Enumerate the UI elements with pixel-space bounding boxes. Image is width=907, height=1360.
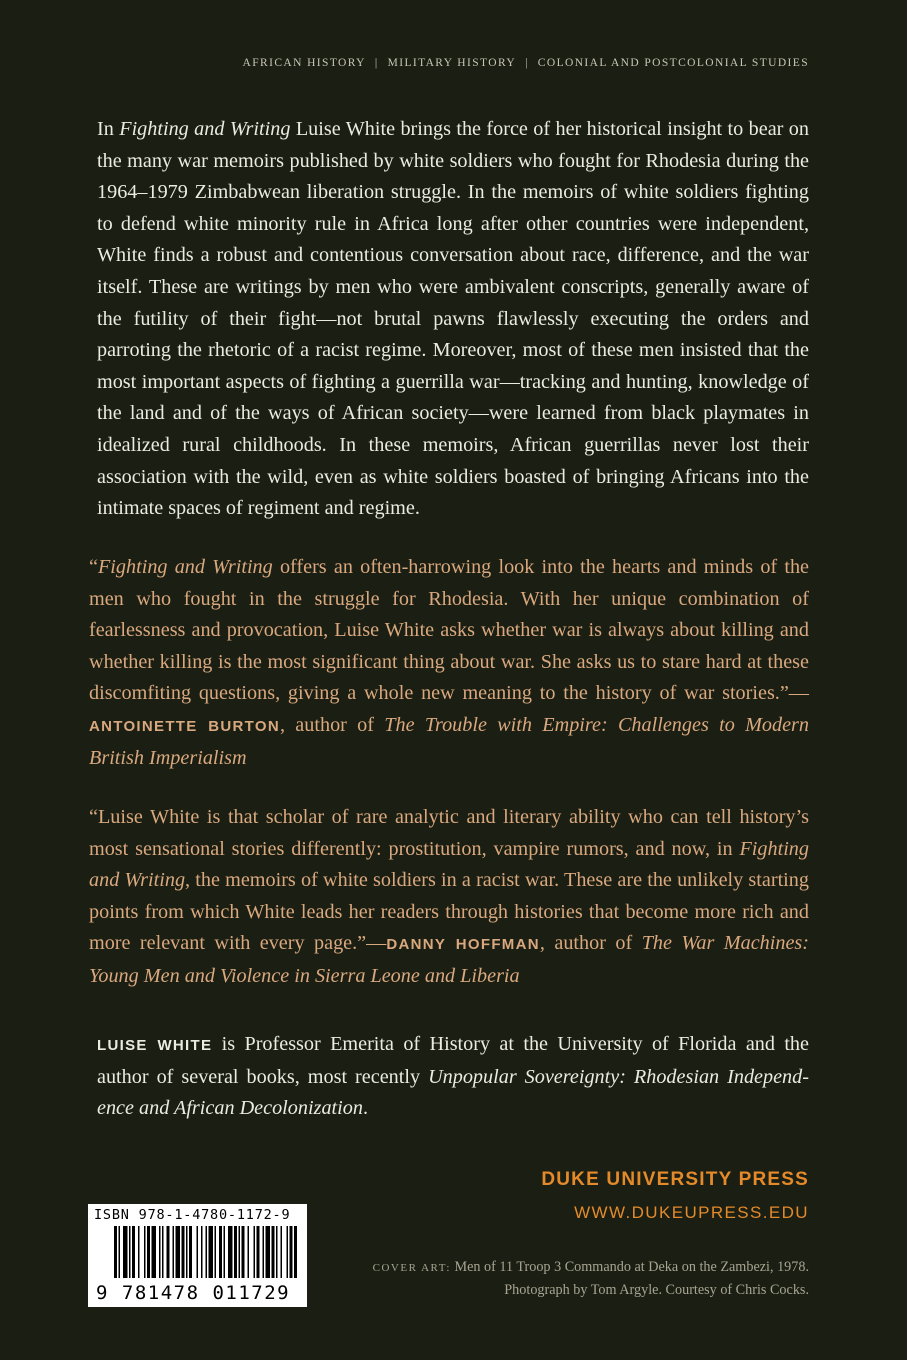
barcode-bar (201, 1226, 203, 1278)
publisher-block (541, 1169, 809, 1223)
bio-end: . (362, 1097, 368, 1120)
cover-art-label: COVER ART: (372, 1262, 451, 1274)
barcode-bar (173, 1226, 175, 1278)
barcode-bar (186, 1226, 188, 1278)
barcode-bar (257, 1226, 260, 1278)
publisher-name: DUKE UNIVERSITY PRESS (541, 1169, 809, 1190)
blurb-author: DANNY HOFFMAN (386, 936, 540, 954)
blurb-book-title: Fighting and Writing (89, 837, 809, 892)
barcode-bar (281, 1226, 283, 1278)
barcode-bar (254, 1226, 256, 1278)
barcode-bar (215, 1226, 217, 1278)
barcode-bar (209, 1226, 214, 1278)
barcode-bar (182, 1226, 185, 1278)
barcode-bar (144, 1226, 146, 1278)
barcode-bar (248, 1226, 250, 1278)
description-body: Luise White brings the force of her historical insight to bear on the many war memoirs published by white soldiers who fought for Rhodesia during the 1964–1979 Zimbabwean liberation struggle. In the memoirs of white soldiers fighting to defend white minority rule in Africa long after other countries were independent, White finds a robust and contentious conversation about race, difference, and the war itself. These are writings by men who were ambivalent conscripts, generally aware of the futility of their fight—not brutal pawns flawlessly executing the orders and parroting the rhetoric of a racist regime. Moreover, most of these men insisted that the most important aspects of fighting a guerrilla war—tracking and hunting, knowledge of the land and of the ways of African society—were learned from black playmates in idealized rural childhoods. In these memoirs, African guerrillas never lost their association with the wild, even as white soldiers boasted of bringing Africans into the intimate spaces of regiment and regime. (97, 118, 809, 520)
barcode-bar (234, 1226, 237, 1278)
blurb-burton (89, 552, 809, 774)
cover-art-credit (359, 1256, 809, 1301)
barcode-bar (263, 1226, 265, 1278)
description-book-title: Fighting and Writing (119, 118, 291, 140)
barcode-bar (176, 1226, 181, 1278)
category-african-history: AFRICAN HISTORY (242, 57, 366, 69)
blurb-author-book: The Trouble with Empire: Challenges to Modern British Imperialism (89, 713, 810, 769)
blurb-author-suffix: , author of (539, 932, 642, 955)
barcode-bar (228, 1226, 233, 1278)
barcode-bar (138, 1226, 140, 1278)
blurb-open-quote: “ (89, 556, 98, 578)
barcode-bar (159, 1226, 161, 1278)
barcode-number: 9 781478 011729 (96, 1282, 291, 1304)
barcode-bar (287, 1226, 289, 1278)
barcode-bars (88, 1226, 307, 1284)
author-bio (97, 1029, 809, 1125)
barcode-bar (272, 1226, 275, 1278)
blurb-body: offers an often-harrowing look into the hearts and minds of the men who fought in the struggle for Rhodesia. With her unique combination of fearlessness and provocation, Luise White asks whether war is always about killing and whether killing is the most significant thing about war. She asks us to stare hard at these discomfiting questions, giving a whole new meaning to the history of war stories.”— (89, 556, 809, 705)
barcode-bar (239, 1226, 241, 1278)
category-military-history: MILITARY HISTORY (387, 57, 517, 69)
isbn-label: ISBN 978-1-4780-1172-9 (94, 1207, 291, 1223)
barcode-bar (162, 1226, 164, 1278)
barcode-bar (114, 1226, 117, 1278)
bio-body: is Professor Emerita of History at the University of Florida and the author of several books, most recently (97, 1033, 809, 1088)
barcode-bar (189, 1226, 192, 1278)
barcode-bar (266, 1226, 271, 1278)
category-separator: | (374, 57, 379, 69)
book-description (97, 114, 809, 525)
blurb-book-title: Fighting and Writing (97, 556, 273, 578)
bio-author-name: LUISE WHITE (97, 1037, 213, 1054)
category-colonial-studies: COLONIAL AND POSTCOLONIAL STUDIES (537, 57, 809, 69)
barcode-bar (294, 1226, 297, 1278)
blurb-author-suffix: , author of (279, 713, 385, 736)
isbn-barcode (88, 1204, 307, 1307)
barcode-bar (224, 1226, 226, 1278)
barcode-bar (129, 1226, 131, 1278)
cover-art-text: Men of 11 Troop 3 Commando at Deka on the Zambezi, 1978. Photograph by Tom Argyle. Courtesy of Chris Cocks. (450, 1259, 809, 1298)
barcode-bar (206, 1226, 208, 1278)
barcode-bar (167, 1226, 170, 1278)
barcode-bar (147, 1226, 150, 1278)
barcode-bar (290, 1226, 293, 1278)
blurb-author-book: The War Machines: Young Men and Violence in Sierra Leone and Liberia (89, 932, 809, 987)
category-separator: | (525, 57, 529, 69)
blurb-author: ANTOINETTE BURTON (89, 717, 280, 735)
blurb-body: “Luise White is that scholar of rare analytic and literary ability who can tell history’s most sensational stories differently: prostitution, vampire rumors, and now, in (89, 806, 809, 860)
blurb-body: , the memoirs of white soldiers in a racist war. These are the unlikely starting points from which White leads her readers through histories that become more rich and more relevant with every page.”— (89, 869, 809, 955)
barcode-bar (119, 1226, 121, 1278)
barcode-bar (152, 1226, 157, 1278)
barcode-bar (276, 1226, 278, 1278)
subject-categories (243, 57, 809, 69)
publisher-url[interactable]: WWW.DUKEUPRESS.EDU (574, 1203, 809, 1222)
bio-book-title: Unpopular Sovereignty: Rhodesian Independence and African Decolonization (97, 1065, 809, 1120)
barcode-bar (219, 1226, 222, 1278)
barcode-bar (242, 1226, 245, 1278)
barcode-bar (132, 1226, 135, 1278)
barcode-bar (197, 1226, 199, 1278)
description-prefix: In (97, 118, 120, 140)
blurb-hoffman (89, 802, 809, 993)
barcode-bar (123, 1226, 128, 1278)
